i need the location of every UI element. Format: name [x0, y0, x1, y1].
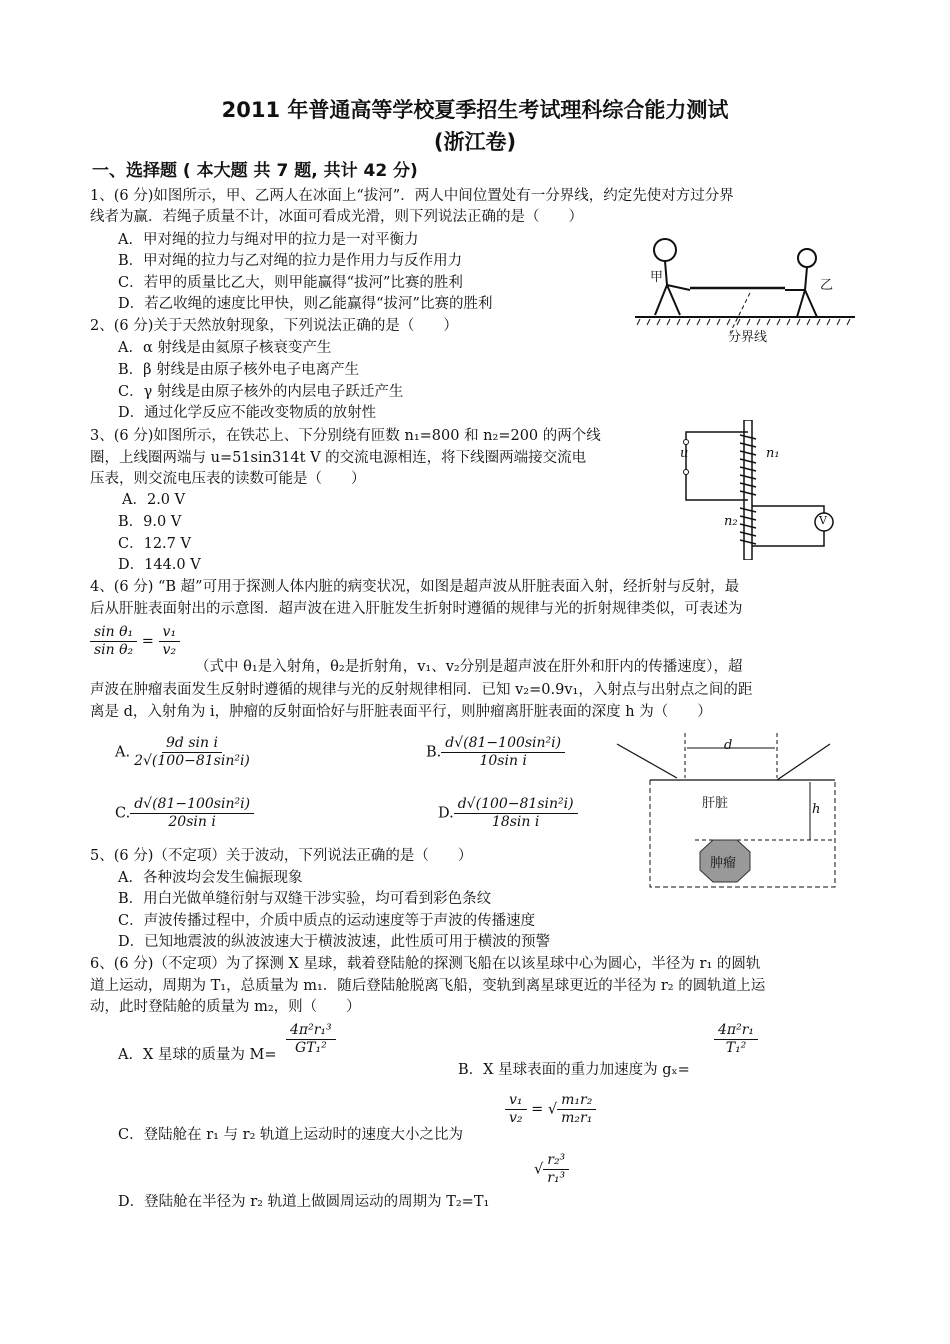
label-n2: n₂ [724, 514, 738, 529]
q6-option-c: C．登陆舱在 r₁ 与 r₂ 轨道上运动时的速度大小之比为 [118, 1127, 464, 1143]
label-h: h [812, 802, 821, 817]
q4-stem: 后从肝脏表面射出的示意图．超声波在进入肝脏发生折射时遵循的规律与光的折射规律类似，可表述为 [90, 601, 743, 617]
q3-stem: 圈，上线圈两端与 u=51sin314t V 的交流电源相连，将下线圈两端接交流电 [90, 450, 587, 466]
q6-stem: 动，此时登陆舱的质量为 m₂，则（ ） [90, 999, 361, 1015]
q1-option-a: A．甲对绳的拉力与绳对甲的拉力是一对平衡力 [118, 232, 419, 248]
figure-label-jia: 甲 [650, 270, 664, 285]
q6-option-c-formula: $\frac{\text{v₁}}{\text{v₂}}$ = √ $\frac{\text{m₁r₂}}{\text{m₂r₁}}$ [505, 1092, 596, 1127]
q1-stem: 线者为赢．若绳子质量不计，冰面可看成光滑，则下列说法正确的是（ ） [90, 209, 583, 225]
q6-option-d-formula: √ $\frac{\text{r₂³}}{\text{r₁³}}$ [534, 1152, 569, 1187]
q3-option-c: C．12.7 V [118, 536, 191, 552]
q4-option-c: C. $\frac{\text{d√(81−100sin²i)}}{\text{20sin i}}$ [115, 796, 254, 831]
q5-option-b: B．用白光做单缝衍射与双缝干涉实验，均可看到彩色条纹 [118, 891, 492, 907]
q4-option-b: B. $\frac{\text{d√(81−100sin²i)}}{\text{10sin i}}$ [426, 735, 565, 770]
q4-stem: （式中 θ₁是入射角，θ₂是折射角，v₁、v₂分别是超声波在肝外和肝内的传播速度），超 [195, 659, 743, 675]
label-n1: n₁ [766, 446, 780, 461]
section-heading: 一、选择题 ( 本大题 共 7 题, 共计 42 分) [92, 161, 418, 181]
label-liver: 肝脏 [702, 796, 729, 811]
q2-option-d: D．通过化学反应不能改变物质的放射性 [118, 405, 377, 421]
q4-stem: 离是 d，入射角为 i，肿瘤的反射面恰好与肝脏表面平行，则肿瘤离肝脏表面的深度 h 为（ ） [90, 704, 712, 720]
q4-option-a: A. $\frac{\text{9d sin i}}{\text{2√(100−81sin²i)}}$ [115, 735, 250, 769]
page-title: 2011 年普通高等学校夏季招生考试理科综合能力测试 [221, 98, 729, 122]
q1-stem: 1、(6 分)如图所示，甲、乙两人在冰面上“拔河”．两人中间位置处有一分界线，约定先使对方过分界 [90, 188, 734, 204]
q5-option-a: A．各种波均会发生偏振现象 [118, 870, 303, 886]
label-d: d [724, 738, 733, 753]
q5-stem: 5、(6 分)（不定项）关于波动，下列说法正确的是（ ） [90, 848, 473, 864]
q3-stem: 压表，则交流电压表的读数可能是（ ） [90, 471, 366, 487]
q6-option-a-formula: $\frac{\text{4π²r₁³}}{\text{GT₁²}}$ [286, 1022, 336, 1057]
label-tumor: 肿瘤 [710, 856, 737, 871]
q2-option-a: A．α 射线是由氦原子核衰变产生 [118, 340, 332, 356]
q5-option-d: D．已知地震波的纵波波速大于横波波速，此性质可用于横波的预警 [118, 934, 551, 950]
q2-option-c: C．γ 射线是由原子核外的内层电子跃迁产生 [118, 384, 404, 400]
q6-option-b: B．X 星球表面的重力加速度为 gₓ= [458, 1062, 690, 1078]
q2-stem: 2、(6 分)关于天然放射现象，下列说法正确的是（ ） [90, 318, 458, 334]
figure-label-boundary: 分界线 [728, 330, 768, 345]
q1-option-c: C．若甲的质量比乙大，则甲能赢得“拔河”比赛的胜利 [118, 275, 463, 291]
q6-stem: 道上运动，周期为 T₁，总质量为 m₁．随后登陆舱脱离飞船，变轨到离星球更近的半径为 r₂ 的圆轨道上运 [90, 978, 766, 994]
figure-label-yi: 乙 [820, 278, 834, 293]
page-subtitle: (浙江卷) [433, 130, 517, 154]
q5-option-c: C．声波传播过程中，介质中质点的运动速度等于声波的传播速度 [118, 913, 536, 929]
transformer-figure [676, 420, 836, 560]
q3-option-a: A．2.0 V [122, 492, 186, 508]
q1-option-d: D．若乙收绳的速度比甲快，则乙能赢得“拔河”比赛的胜利 [118, 296, 493, 312]
q4-stem: 4、(6 分) “B 超”可用于探测人体内脏的病变状况，如图是超声波从肝脏表面入射，经折射与反射，最 [90, 579, 740, 595]
q3-option-d: D．144.0 V [118, 557, 201, 573]
q4-formula: $\frac{\text{sin θ₁}}{\text{sin θ₂}}$ = $\frac{\text{v₁}}{\text{v₂}}$ [90, 624, 180, 659]
q3-option-b: B．9.0 V [118, 514, 182, 530]
q4-option-d: D. $\frac{\text{d√(100−81sin²i)}}{\text{18sin i}}$ [438, 796, 578, 831]
q6-option-b-formula: $\frac{\text{4π²r₁}}{\text{T₁²}}$ [714, 1022, 758, 1057]
q6-option-a: A．X 星球的质量为 M= [118, 1047, 277, 1063]
q1-option-b: B．甲对绳的拉力与乙对绳的拉力是作用力与反作用力 [118, 253, 463, 269]
label-u: u [680, 446, 689, 461]
q6-option-d: D．登陆舱在半径为 r₂ 轨道上做圆周运动的周期为 T₂=T₁ [118, 1194, 490, 1210]
q4-stem: 声波在肿瘤表面发生反射时遵循的规律与光的反射规律相同．已知 v₂=0.9v₁，入射点与出射点之间的距 [90, 682, 753, 698]
q3-stem: 3、(6 分)如图所示，在铁芯上、下分别绕有匝数 n₁=800 和 n₂=200 的两个线 [90, 428, 601, 444]
q6-stem: 6、(6 分)（不定项）为了探测 X 星球，载着登陆舱的探测飞船在以该星球中心为圆心，半径为 r₁ 的圆轨 [90, 956, 761, 972]
q2-option-b: B．β 射线是由原子核外电子电离产生 [118, 362, 360, 378]
voltmeter-label: V [819, 514, 827, 527]
